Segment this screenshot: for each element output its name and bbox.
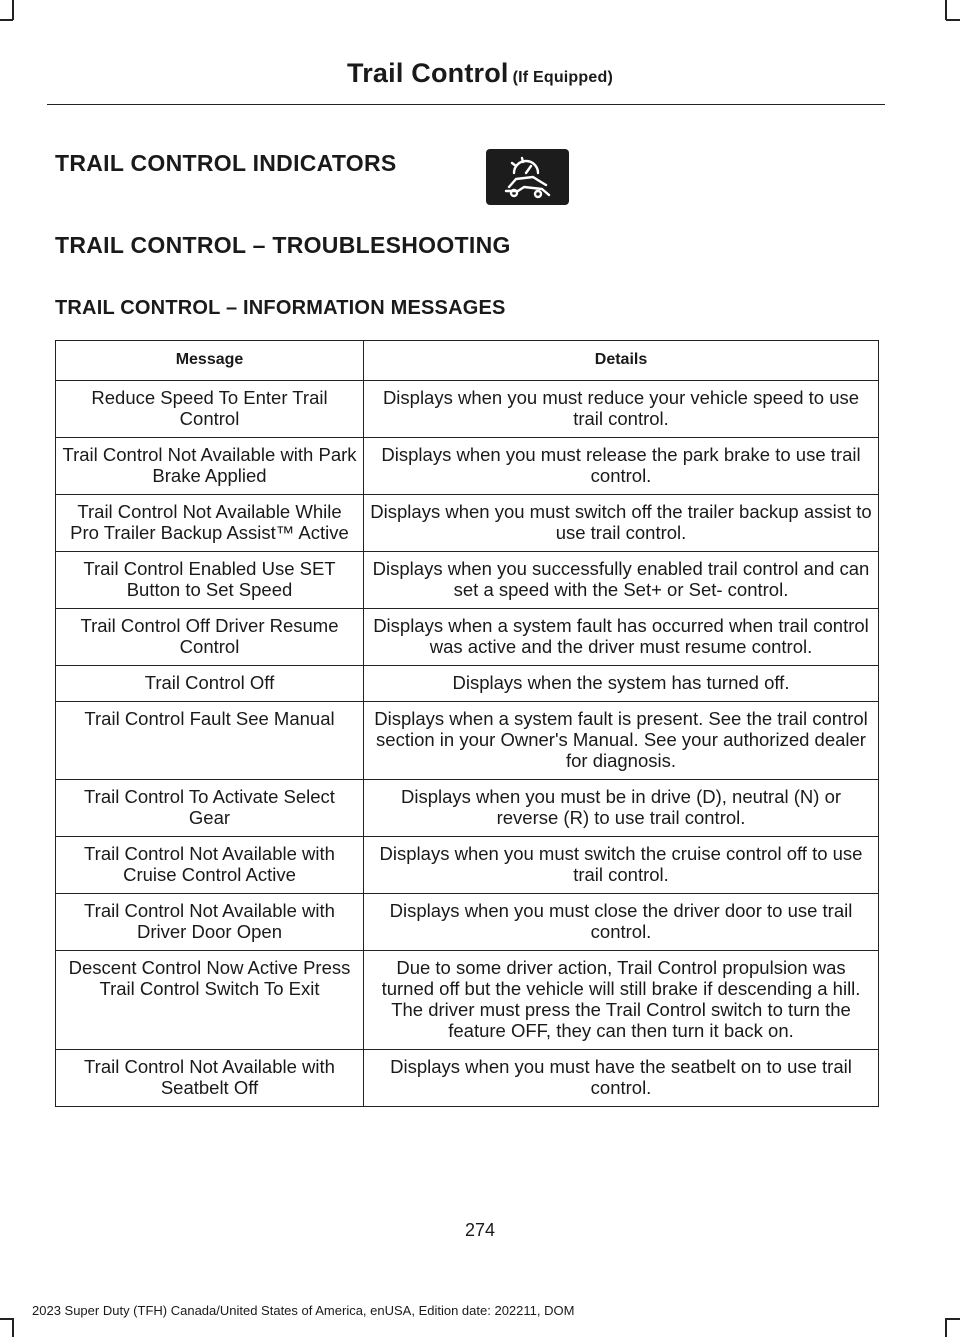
message-cell: Trail Control Not Available While Pro Trailer Backup Assist™ Active xyxy=(56,495,364,552)
details-cell: Displays when you must have the seatbelt on to use trail control. xyxy=(364,1050,879,1107)
table-row xyxy=(56,381,879,438)
crop-mark xyxy=(946,1318,960,1320)
message-cell: Trail Control Off Driver Resume Control xyxy=(56,609,364,666)
header-divider xyxy=(47,104,885,105)
table-row xyxy=(56,438,879,495)
details-cell: Displays when you successfully enabled trail control and can set a speed with the Set+ or Set- control. xyxy=(364,552,879,609)
details-cell: Due to some driver action, Trail Control propulsion was turned off but the vehicle will still brake if descending a hill. The driver must press the Trail Control switch to turn the feature OFF, they can then turn it back on. xyxy=(364,951,879,1050)
table-row xyxy=(56,702,879,780)
table-row xyxy=(56,894,879,951)
crop-mark xyxy=(946,19,960,21)
details-cell: Displays when you must close the driver door to use trail control. xyxy=(364,894,879,951)
table-row xyxy=(56,1050,879,1107)
info-messages-heading: TRAIL CONTROL – INFORMATION MESSAGES xyxy=(55,297,506,319)
table-row xyxy=(56,780,879,837)
message-cell: Trail Control Not Available with Driver Door Open xyxy=(56,894,364,951)
message-cell: Trail Control Not Available with Seatbelt Off xyxy=(56,1050,364,1107)
troubleshooting-heading: TRAIL CONTROL – TROUBLESHOOTING xyxy=(55,232,511,258)
table-row xyxy=(56,837,879,894)
information-messages-table xyxy=(55,340,879,1107)
crop-mark xyxy=(12,0,14,20)
message-cell: Reduce Speed To Enter Trail Control xyxy=(56,381,364,438)
table-row xyxy=(56,552,879,609)
crop-mark xyxy=(12,1318,14,1337)
details-cell: Displays when you must switch the cruise control off to use trail control. xyxy=(364,837,879,894)
crop-mark xyxy=(0,19,13,21)
trail-control-indicator-icon xyxy=(486,149,569,205)
column-header-details: Details xyxy=(364,341,879,381)
details-cell: Displays when you must be in drive (D), neutral (N) or reverse (R) to use trail control. xyxy=(364,780,879,837)
message-cell: Trail Control Off xyxy=(56,666,364,702)
table-row xyxy=(56,951,879,1050)
table-row xyxy=(56,495,879,552)
details-cell: Displays when a system fault has occurred when trail control was active and the driver must resume control. xyxy=(364,609,879,666)
message-cell: Trail Control Not Available with Cruise Control Active xyxy=(56,837,364,894)
crop-mark xyxy=(945,1318,947,1337)
message-cell: Trail Control To Activate Select Gear xyxy=(56,780,364,837)
header-title-text: Trail Control xyxy=(347,58,509,88)
details-cell: Displays when the system has turned off. xyxy=(364,666,879,702)
crop-mark xyxy=(0,1318,13,1320)
column-header-message: Message xyxy=(56,341,364,381)
details-cell: Displays when you must release the park brake to use trail control. xyxy=(364,438,879,495)
message-cell: Descent Control Now Active Press Trail Control Switch To Exit xyxy=(56,951,364,1050)
table-row xyxy=(56,609,879,666)
indicators-heading: TRAIL CONTROL INDICATORS xyxy=(55,150,397,176)
page-header-title xyxy=(0,58,960,89)
crop-mark xyxy=(945,0,947,20)
table-row xyxy=(56,666,879,702)
footer-edition-text: 2023 Super Duty (TFH) Canada/United States of America, enUSA, Edition date: 202211, DOM xyxy=(32,1303,575,1318)
message-cell: Trail Control Fault See Manual xyxy=(56,702,364,780)
table-header-row xyxy=(56,341,879,381)
details-cell: Displays when you must reduce your vehicle speed to use trail control. xyxy=(364,381,879,438)
message-cell: Trail Control Not Available with Park Brake Applied xyxy=(56,438,364,495)
message-cell: Trail Control Enabled Use SET Button to Set Speed xyxy=(56,552,364,609)
details-cell: Displays when a system fault is present. See the trail control section in your Owner's Manual. See your authorized dealer for diagnosis. xyxy=(364,702,879,780)
details-cell: Displays when you must switch off the trailer backup assist to use trail control. xyxy=(364,495,879,552)
header-subtitle: (If Equipped) xyxy=(512,69,613,86)
page-number: 274 xyxy=(464,1220,496,1240)
